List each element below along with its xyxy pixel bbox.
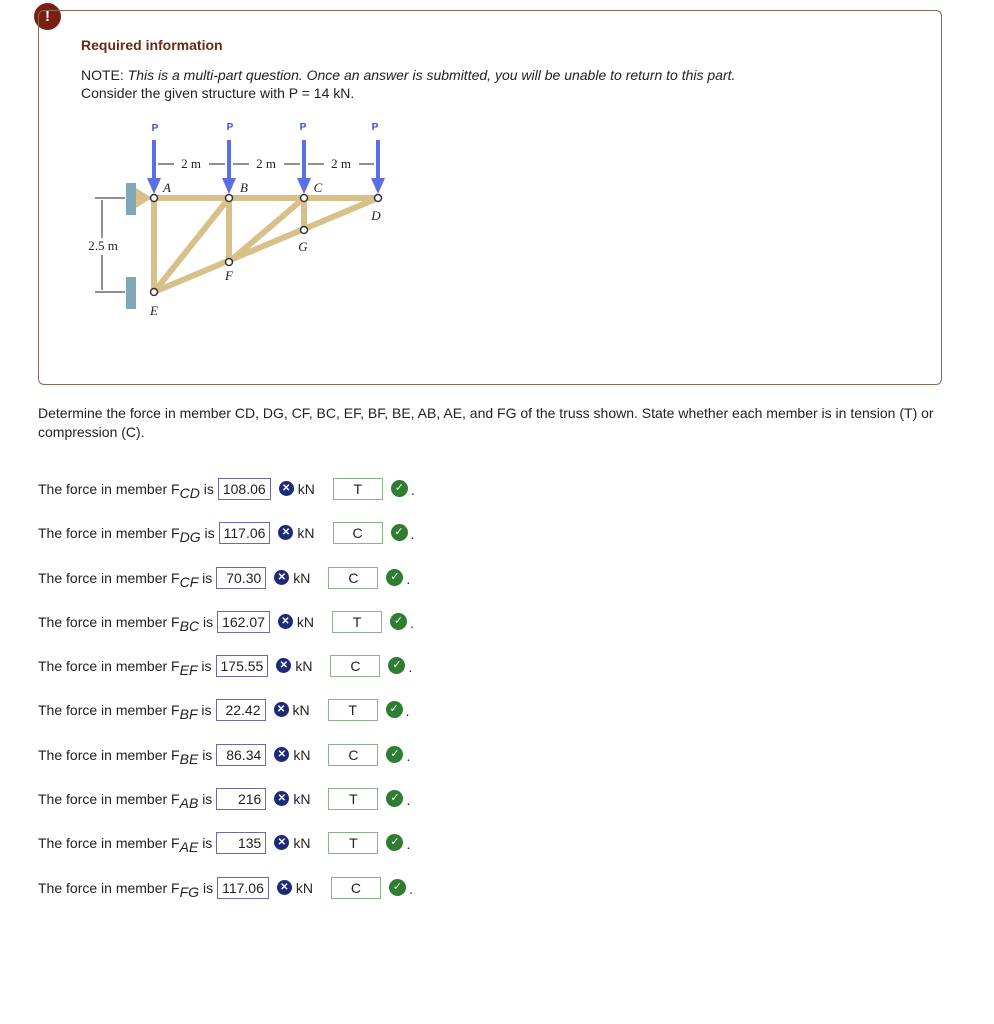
period: . (408, 880, 413, 897)
row-prefix: The force in member F (38, 481, 180, 497)
force-input[interactable]: 117.06 (219, 522, 271, 544)
note-prefix: NOTE: (81, 67, 124, 83)
correct-icon: ✓ (388, 657, 405, 674)
row-label (38, 478, 214, 504)
answer-row (38, 832, 415, 876)
unit-label: kN (295, 879, 313, 896)
row-prefix: The force in member F (38, 658, 180, 675)
row-is: is (203, 481, 214, 497)
row-label (38, 699, 212, 725)
row-is: is (202, 835, 213, 852)
incorrect-icon: ✕ (277, 880, 292, 895)
incorrect-icon: ✕ (274, 791, 289, 806)
answer-row (38, 522, 415, 566)
row-is: is (202, 791, 213, 808)
answer-row (38, 788, 415, 832)
row-label (38, 655, 212, 681)
correct-icon: ✓ (386, 834, 403, 851)
answer-row (38, 699, 415, 743)
node-label-b: B (240, 180, 248, 195)
node-label-c: C (313, 180, 323, 195)
tension-compression-select[interactable]: C (330, 655, 380, 677)
row-prefix: The force in member F (38, 791, 180, 808)
answer-row (38, 655, 415, 699)
node-label-g: G (298, 239, 308, 254)
incorrect-icon: ✕ (274, 747, 289, 762)
row-is: is (201, 658, 212, 675)
truss-diagram (70, 110, 410, 320)
period: . (410, 526, 415, 543)
row-label (38, 877, 213, 903)
row-prefix: The force in member F (38, 702, 180, 719)
load-label: P (371, 122, 379, 133)
member-name: AB (179, 795, 199, 812)
member-name: BE (179, 750, 199, 767)
correct-icon: ✓ (391, 480, 408, 497)
row-is: is (202, 613, 214, 630)
consider-text: Consider the given structure with P = 14 kN. (81, 85, 355, 101)
node-label-e: E (150, 303, 158, 318)
member-name: CD (179, 485, 200, 501)
force-input[interactable]: 216 (216, 788, 266, 810)
row-label (38, 744, 212, 770)
row-label (38, 522, 215, 548)
node-label-a: A (163, 180, 171, 195)
unit-label: kN (293, 791, 311, 808)
tension-compression-select[interactable]: C (333, 522, 383, 544)
member-name: DG (179, 529, 201, 546)
period: . (406, 792, 411, 809)
incorrect-icon: ✕ (274, 702, 289, 717)
answer-rows (38, 478, 415, 921)
unit-label: kN (297, 525, 315, 542)
answer-row (38, 877, 415, 921)
alert-icon: ! (34, 3, 61, 30)
force-input[interactable]: 70.30 (216, 567, 266, 589)
period: . (406, 836, 411, 853)
period: . (408, 659, 413, 676)
unit-label: kN (296, 613, 315, 630)
unit-label: kN (297, 481, 315, 497)
incorrect-icon: ✕ (278, 614, 293, 629)
row-label (38, 567, 212, 593)
row-is: is (202, 569, 213, 586)
force-input[interactable]: 175.55 (216, 655, 269, 677)
correct-icon: ✓ (389, 879, 406, 896)
tension-compression-select[interactable]: C (328, 744, 378, 766)
dimension-label: 2 m (181, 156, 201, 171)
row-label (38, 832, 212, 858)
wall-support-top (126, 183, 136, 215)
tension-compression-select[interactable]: C (328, 567, 378, 589)
force-input[interactable]: 135 (216, 832, 266, 854)
row-is: is (202, 746, 213, 763)
row-is: is (202, 879, 214, 896)
required-info-title: Required information (81, 37, 223, 53)
tension-compression-select[interactable]: T (332, 611, 382, 633)
dimension-label: 2 m (256, 156, 276, 171)
correct-icon: ✓ (390, 613, 407, 630)
period: . (406, 747, 411, 764)
answer-row (38, 478, 415, 522)
row-prefix: The force in member F (38, 835, 180, 852)
dimension-label: 2 m (331, 156, 351, 171)
force-input[interactable]: 22.42 (216, 699, 266, 721)
truss-members (154, 198, 378, 292)
member-name: AE (179, 839, 199, 856)
row-is: is (204, 525, 215, 542)
tension-compression-select[interactable]: T (328, 832, 378, 854)
force-input[interactable]: 117.06 (217, 877, 269, 899)
member-name: BC (179, 617, 200, 634)
correct-icon: ✓ (386, 790, 403, 807)
tension-compression-select[interactable]: T (328, 699, 378, 721)
unit-label: kN (293, 746, 311, 763)
unit-label: kN (293, 569, 311, 586)
force-input[interactable]: 162.07 (217, 611, 270, 633)
member-name: CF (179, 573, 199, 590)
pin-support (136, 188, 152, 208)
correct-icon: ✓ (391, 524, 408, 541)
answer-row (38, 567, 415, 611)
tension-compression-select[interactable]: T (328, 788, 378, 810)
row-prefix: The force in member F (38, 569, 180, 586)
load-label: P (299, 122, 307, 133)
force-input[interactable]: 108.06 (218, 478, 271, 500)
correct-icon: ✓ (386, 701, 403, 718)
row-label (38, 788, 212, 814)
member-name: EF (179, 662, 198, 679)
period: . (410, 482, 415, 498)
member-name: FG (179, 883, 200, 900)
load-label: P (151, 123, 159, 134)
unit-label: kN (295, 658, 313, 675)
incorrect-icon: ✕ (276, 658, 291, 673)
question-text: Determine the force in member CD, DG, CF, BC, EF, BF, BE, AB, AE, and FG of the truss shown. State whether each member is in tension (T) or compression (C). (38, 405, 934, 440)
incorrect-icon: ✕ (274, 835, 289, 850)
node-label-d: D (371, 208, 381, 223)
load-label: P (226, 122, 234, 133)
period: . (410, 614, 414, 631)
row-prefix: The force in member F (38, 613, 180, 630)
period: . (406, 570, 411, 587)
period: . (405, 703, 410, 720)
answer-row (38, 744, 415, 788)
row-is: is (201, 702, 212, 719)
incorrect-icon: ✕ (278, 525, 293, 540)
answer-row (38, 611, 415, 655)
unit-label: kN (292, 702, 310, 719)
incorrect-icon: ✕ (274, 570, 289, 585)
correct-icon: ✓ (386, 569, 403, 586)
tension-compression-select[interactable]: C (331, 877, 381, 899)
tension-compression-select[interactable]: T (333, 478, 383, 500)
member-name: BF (179, 706, 198, 723)
note-body: This is a multi-part question. Once an answer is submitted, you will be unable to return to this part. (127, 67, 736, 83)
force-input[interactable]: 86.34 (216, 744, 266, 766)
correct-icon: ✓ (386, 746, 403, 763)
row-prefix: The force in member F (38, 746, 180, 763)
incorrect-icon: ✕ (279, 481, 294, 496)
row-label (38, 611, 213, 637)
note-text (81, 66, 735, 102)
row-prefix: The force in member F (38, 879, 180, 896)
node-label-f: F (225, 268, 233, 283)
row-prefix: The force in member F (38, 525, 180, 542)
unit-label: kN (293, 835, 311, 852)
wall-support-bottom (126, 277, 136, 309)
height-label: 2.5 m (88, 238, 118, 253)
